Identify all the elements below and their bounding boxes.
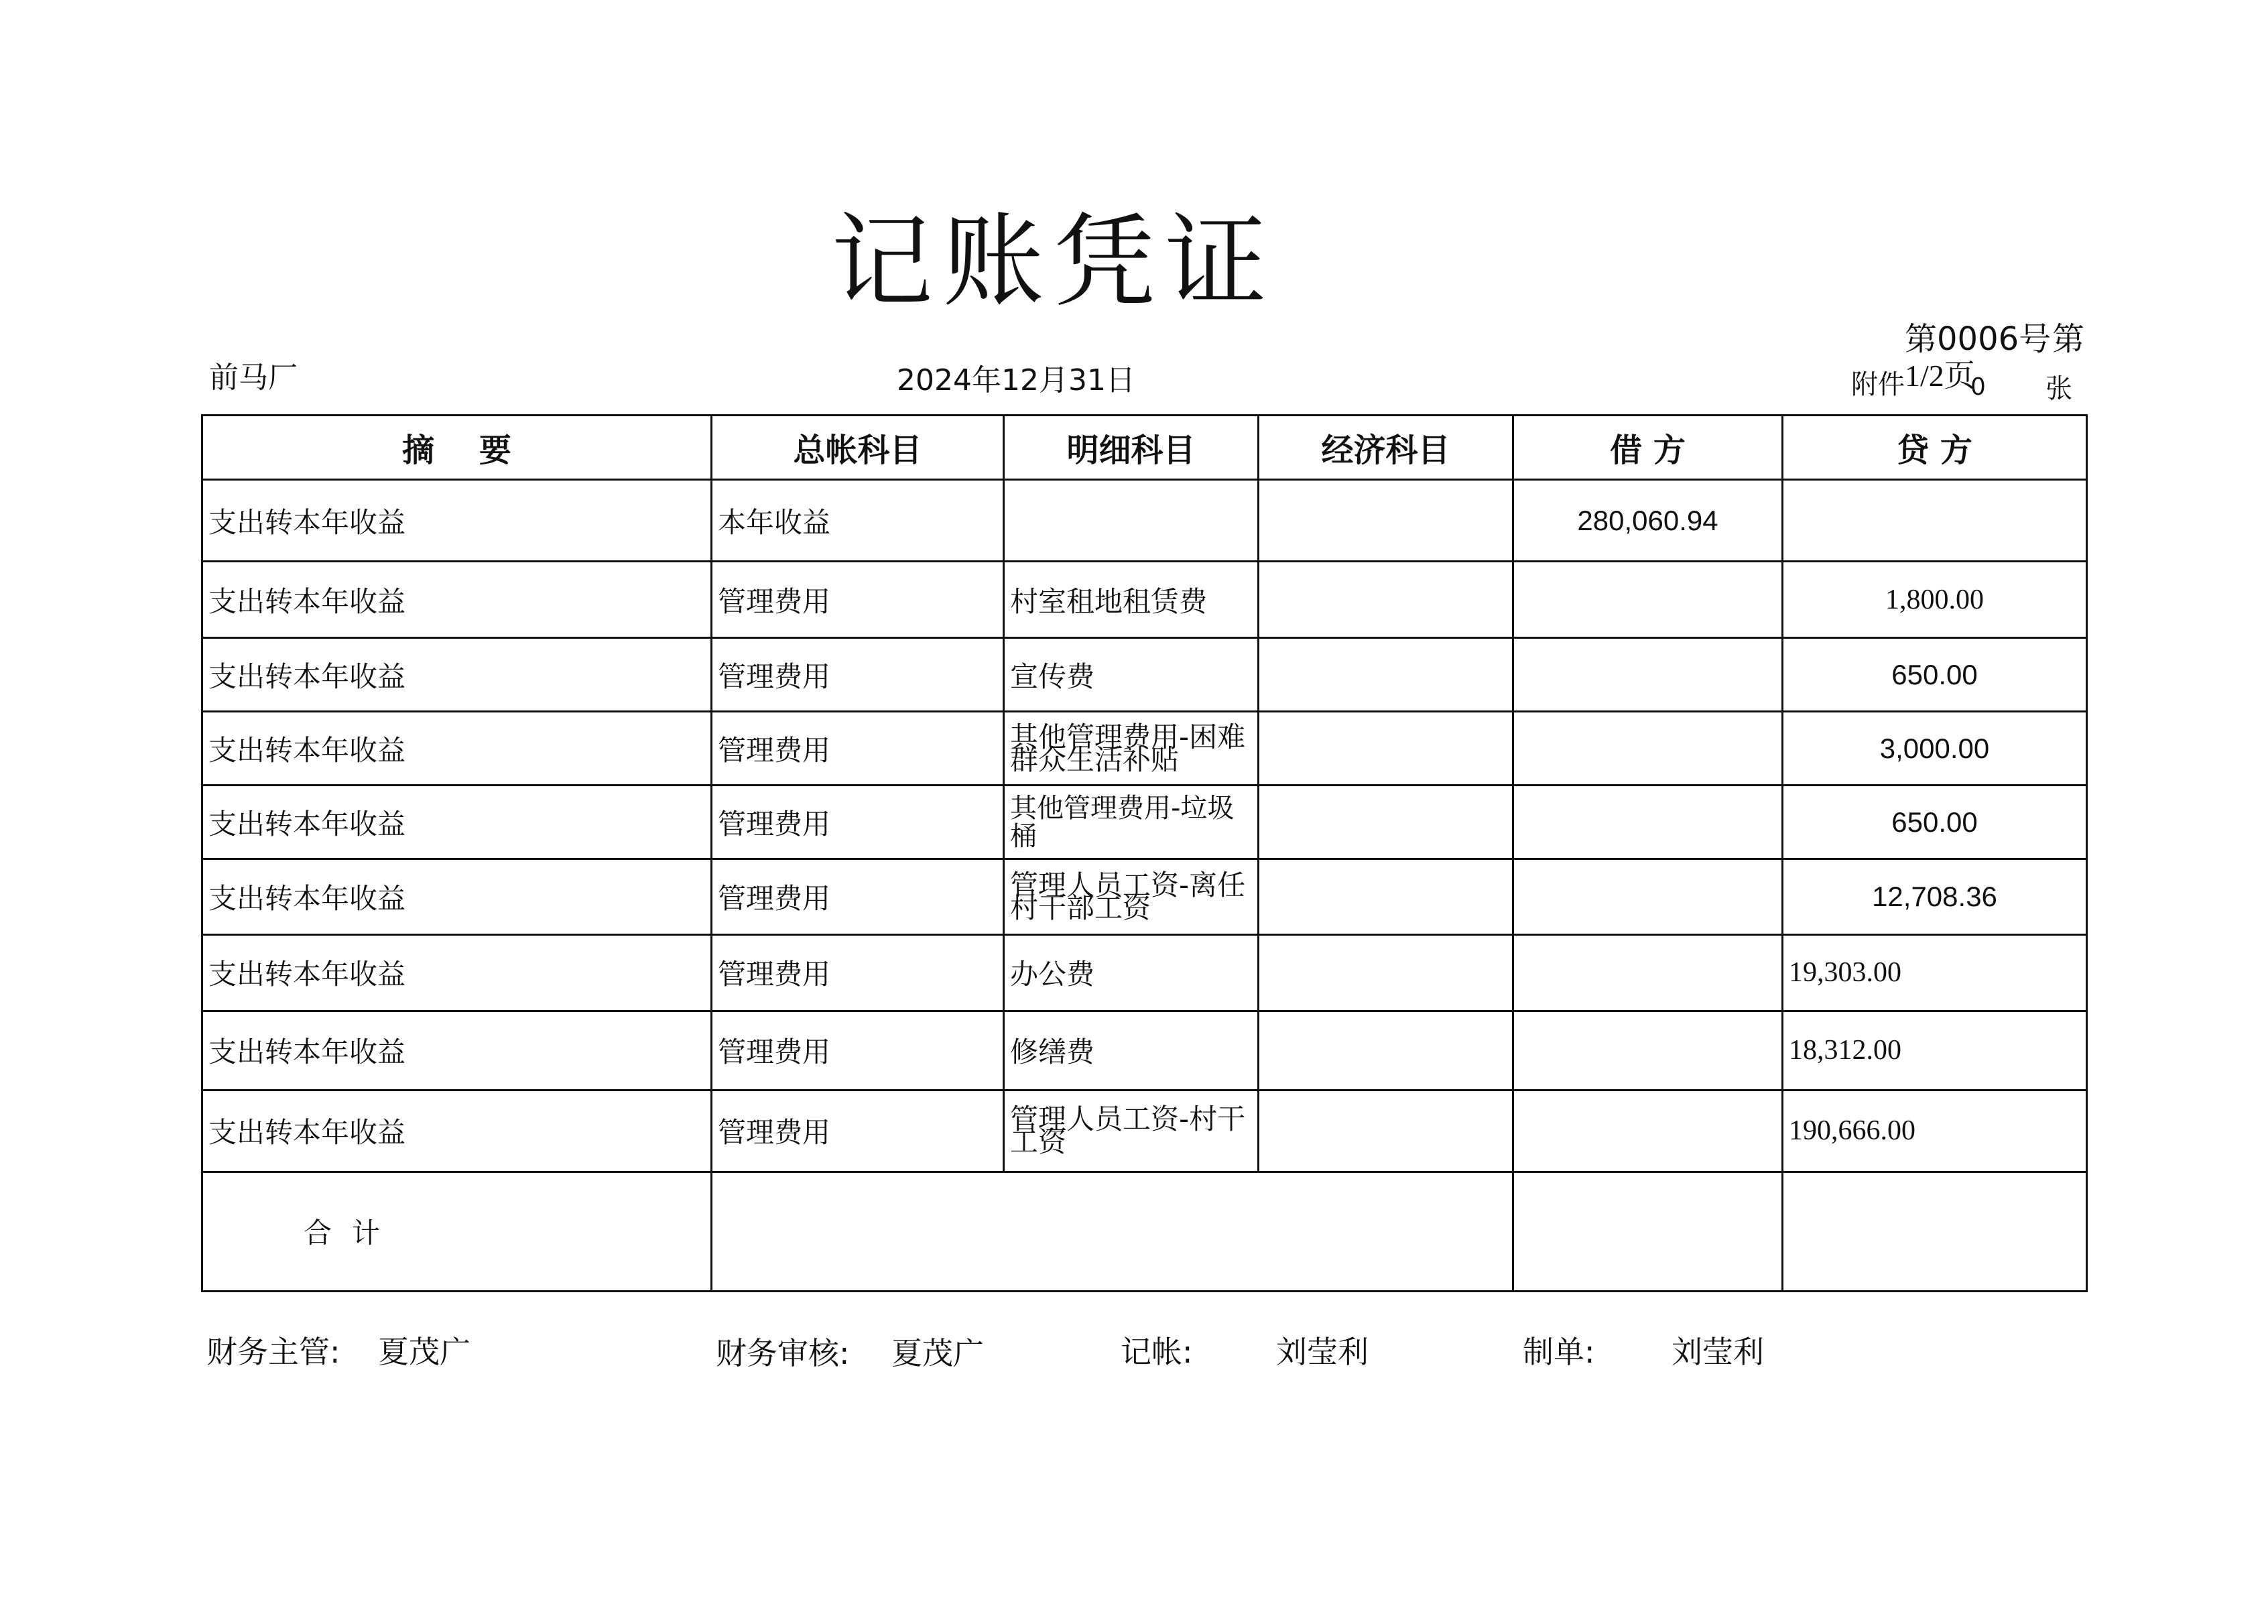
- header-row: [202, 416, 2087, 480]
- row-credit: 3,000.00: [1783, 712, 2087, 786]
- row-general-account: 管理费用: [712, 638, 1004, 712]
- row-general-account: 管理费用: [712, 786, 1004, 859]
- attachments-label: 附件: [1851, 369, 1905, 400]
- header-detail-account: 明细科目: [1004, 416, 1259, 480]
- voucher-date: 2024年12月31日: [897, 363, 1135, 397]
- row-debit: [1513, 638, 1783, 712]
- voucher-number: 第0006号: [1905, 320, 2052, 358]
- row-debit: [1513, 934, 1783, 1011]
- row-general-account: 管理费用: [712, 712, 1004, 786]
- header-credit: 贷 方: [1783, 416, 2087, 480]
- table-row: [202, 1090, 2087, 1172]
- row-debit: [1513, 1011, 1783, 1090]
- row-general-account: 本年收益: [712, 480, 1004, 562]
- auditor-label: 财务审核:: [716, 1335, 850, 1371]
- total-row: [202, 1172, 2087, 1291]
- row-summary: 支出转本年收益: [202, 638, 712, 712]
- row-general-account: 管理费用: [712, 1011, 1004, 1090]
- row-detail-account: 村室租地租赁费: [1004, 562, 1259, 638]
- header-summary: 摘 要: [202, 416, 712, 480]
- page-prefix: 第: [2052, 320, 2085, 358]
- total-debit: [1513, 1172, 1783, 1291]
- row-economic-account: [1259, 786, 1513, 859]
- row-debit: [1513, 859, 1783, 934]
- total-credit: [1783, 1172, 2087, 1291]
- row-economic-account: [1259, 859, 1513, 934]
- preparer-label: 制单:: [1523, 1334, 1595, 1370]
- row-economic-account: [1259, 1011, 1513, 1090]
- row-economic-account: [1259, 934, 1513, 1011]
- row-credit: 19,303.00: [1783, 934, 2087, 1011]
- row-detail-account: 管理人员工资-村干工资: [1004, 1090, 1259, 1172]
- row-debit: [1513, 562, 1783, 638]
- row-detail-account: 管理人员工资-离任村干部工资: [1004, 859, 1259, 934]
- row-detail-account: 其他管理费用-垃圾桶: [1004, 786, 1259, 859]
- row-credit: 650.00: [1783, 638, 2087, 712]
- row-summary: 支出转本年收益: [202, 1011, 712, 1090]
- row-credit: 650.00: [1783, 786, 2087, 859]
- supervisor-label: 财务主管:: [206, 1334, 340, 1370]
- table-row: [202, 786, 2087, 859]
- row-credit: 18,312.00: [1783, 1011, 2087, 1090]
- total-empty: [712, 1172, 1513, 1291]
- row-detail-account: [1004, 480, 1259, 562]
- row-summary: 支出转本年收益: [202, 712, 712, 786]
- row-credit: [1783, 480, 2087, 562]
- row-summary: 支出转本年收益: [202, 859, 712, 934]
- row-summary: 支出转本年收益: [202, 480, 712, 562]
- row-credit: 12,708.36: [1783, 859, 2087, 934]
- table-row: [202, 562, 2087, 638]
- header-economic-account: 经济科目: [1259, 416, 1513, 480]
- row-general-account: 管理费用: [712, 562, 1004, 638]
- row-economic-account: [1259, 480, 1513, 562]
- row-economic-account: [1259, 638, 1513, 712]
- row-general-account: 管理费用: [712, 1090, 1004, 1172]
- auditor-name: 夏茂广: [891, 1335, 984, 1371]
- row-general-account: 管理费用: [712, 859, 1004, 934]
- row-detail-account: 修缮费: [1004, 1011, 1259, 1090]
- table-row: [202, 934, 2087, 1011]
- bookkeeper-name: 刘莹利: [1276, 1334, 1369, 1370]
- row-debit: 280,060.94: [1513, 480, 1783, 562]
- attachments-unit: 张: [2045, 373, 2072, 404]
- voucher-title: 记账凭证: [831, 202, 1276, 321]
- row-summary: 支出转本年收益: [202, 1090, 712, 1172]
- row-detail-account: 宣传费: [1004, 638, 1259, 712]
- row-credit: 190,666.00: [1783, 1090, 2087, 1172]
- table-row: [202, 638, 2087, 712]
- row-summary: 支出转本年收益: [202, 562, 712, 638]
- row-detail-account: 办公费: [1004, 934, 1259, 1011]
- row-detail-account: 其他管理费用-困难群众生活补贴: [1004, 712, 1259, 786]
- table-row: [202, 859, 2087, 934]
- row-economic-account: [1259, 712, 1513, 786]
- row-debit: [1513, 786, 1783, 859]
- row-summary: 支出转本年收益: [202, 786, 712, 859]
- attachments-count: 0: [1970, 373, 1986, 401]
- row-general-account: 管理费用: [712, 934, 1004, 1011]
- preparer-name: 刘莹利: [1672, 1334, 1764, 1370]
- header-general-account: 总帐科目: [712, 416, 1004, 480]
- supervisor-name: 夏茂广: [378, 1334, 470, 1370]
- voucher-table: [201, 414, 2088, 1292]
- unit-name: 前马厂: [209, 361, 298, 395]
- table-row: [202, 712, 2087, 786]
- row-economic-account: [1259, 1090, 1513, 1172]
- row-summary: 支出转本年收益: [202, 934, 712, 1011]
- row-economic-account: [1259, 562, 1513, 638]
- table-row: [202, 1011, 2087, 1090]
- header-debit: 借 方: [1513, 416, 1783, 480]
- bookkeeper-label: 记帐:: [1121, 1334, 1193, 1370]
- page-info: 1/2页: [1905, 359, 1975, 393]
- row-debit: [1513, 1090, 1783, 1172]
- table-row: [202, 480, 2087, 562]
- row-debit: [1513, 712, 1783, 786]
- row-credit: 1,800.00: [1783, 562, 2087, 638]
- total-label: 合计: [202, 1172, 712, 1291]
